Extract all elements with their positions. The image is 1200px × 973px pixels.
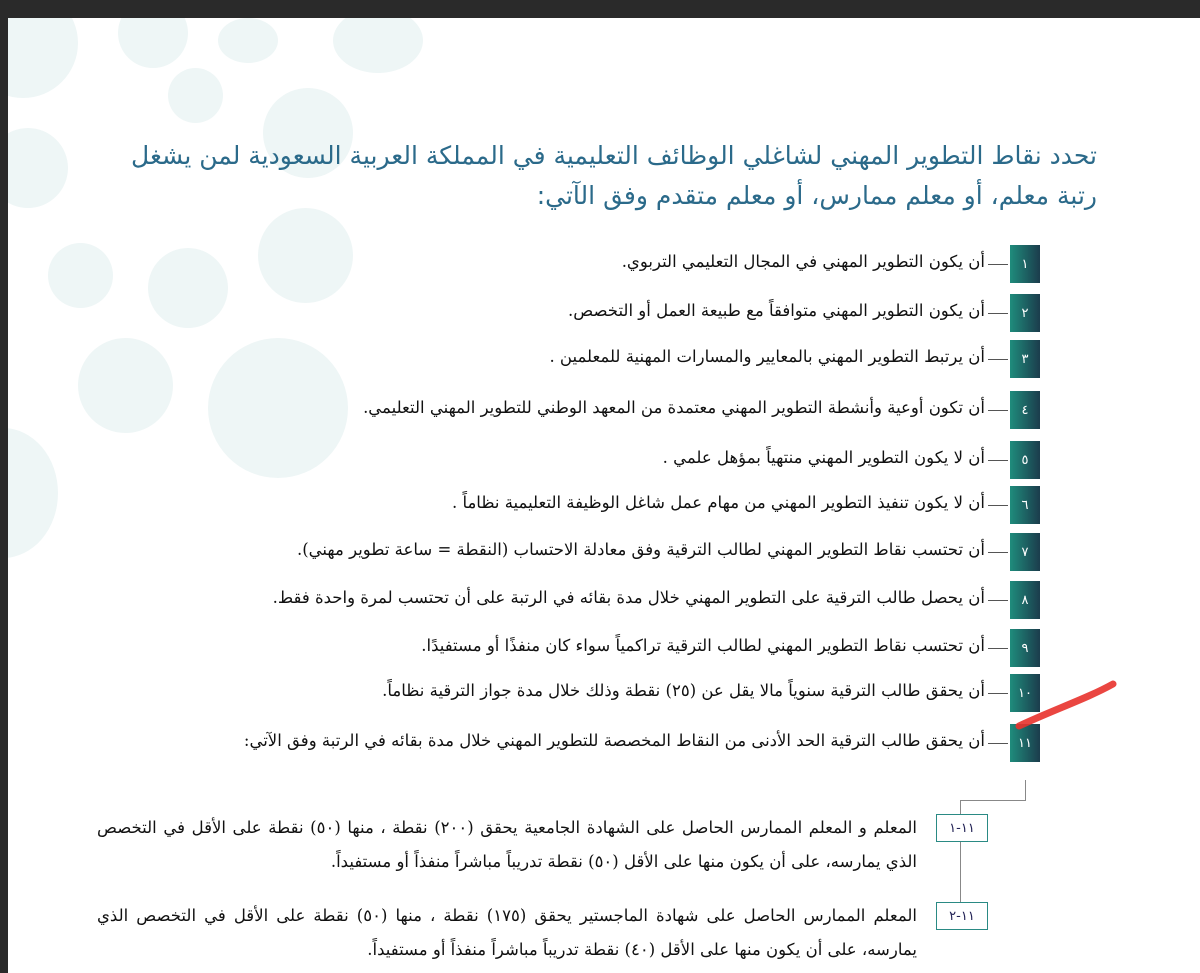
connector-line (988, 359, 1008, 360)
item-text: أن لا يكون تنفيذ التطوير المهني من مهام عمل شاغل الوظيفة التعليمية نظاماً . (451, 493, 985, 512)
item-number-badge: ١٠ (1010, 674, 1040, 712)
connector-line (988, 313, 1008, 314)
item-number-badge: ١ (1010, 245, 1040, 283)
connector-line (988, 552, 1008, 553)
item-number-badge: ٢ (1010, 294, 1040, 332)
list-item (8, 391, 1200, 431)
connector-line (988, 505, 1008, 506)
item-number-badge: ١١ (1010, 724, 1040, 762)
item-text: أن تحتسب نقاط التطوير المهني لطالب الترقية تراكمياً سواء كان منفذًا أو مستفيدًا. (421, 636, 985, 655)
item-text: أن يرتبط التطوير المهني بالمعايير والمسارات المهنية للمعلمين . (549, 347, 985, 366)
decorative-circle (8, 128, 68, 208)
connector-line (988, 600, 1008, 601)
sub-item-number-badge: ١١-١ (936, 814, 988, 842)
connector-line (988, 693, 1008, 694)
connector-line (960, 800, 1026, 801)
list-item (8, 629, 1200, 669)
item-number-badge: ٦ (1010, 486, 1040, 524)
page-heading: تحدد نقاط التطوير المهني لشاغلي الوظائف التعليمية في المملكة العربية السعودية لمن يشغل رتبة معلم، أو معلم ممارس، أو معلم متقدم وفق الآتي: (131, 141, 1097, 210)
list-item (8, 486, 1200, 526)
decorative-circle (333, 18, 423, 73)
list-item (8, 294, 1200, 334)
decorative-circle (8, 18, 78, 98)
item-number-badge: ٩ (1010, 629, 1040, 667)
connector-line (988, 264, 1008, 265)
item-text: أن تكون أوعية وأنشطة التطوير المهني معتمدة من المعهد الوطني للتطوير المهني التعليمي. (363, 398, 985, 417)
list-item (8, 441, 1200, 481)
item-text: أن يحقق طالب الترقية سنوياً مالا يقل عن (٢٥) نقطة وذلك خلال مدة جواز الترقية نظاماً. (382, 681, 985, 700)
item-number-badge: ٣ (1010, 340, 1040, 378)
document-page (8, 18, 1200, 973)
decorative-circle (118, 18, 188, 68)
list-item (8, 533, 1200, 573)
item-text: أن لا يكون التطوير المهني منتهياً بمؤهل علمي . (662, 448, 985, 467)
connector-line (988, 743, 1008, 744)
item-text: أن تحتسب نقاط التطوير المهني لطالب الترقية وفق معادلة الاحتساب (النقطة = ساعة تطوير مهني). (296, 540, 985, 559)
item-text: أن يحقق طالب الترقية الحد الأدنى من النقاط المخصصة للتطوير المهني خلال مدة بقائه في الرتبة وفق الآتي: (243, 731, 985, 750)
connector-line (988, 460, 1008, 461)
list-item (8, 581, 1200, 621)
red-highlight-mark (1013, 668, 1123, 733)
item-number-badge: ٥ (1010, 441, 1040, 479)
item-text: أن يكون التطوير المهني في المجال التعليمي التربوي. (621, 252, 985, 271)
connector-line (1025, 780, 1026, 800)
decorative-circle (218, 18, 278, 63)
list-item (8, 340, 1200, 380)
item-text: أن يحصل طالب الترقية على التطوير المهني خلال مدة بقائه في الرتبة على أن تحتسب لمرة واحدة فقط. (272, 588, 985, 607)
sub-item-text: المعلم الممارس الحاصل على شهادة الماجستير يحقق (١٧٥) نقطة ، منها (٥٠) نقطة على الأقل في التخصص الذي يمارسه، على أن يكون منها على الأقل (٤٠) نقطة تدريباً مباشراً منفذاً أو مستفيداً. (97, 906, 917, 959)
list-item (8, 245, 1200, 285)
item-number-badge: ٧ (1010, 533, 1040, 571)
connector-line (988, 410, 1008, 411)
item-number-badge: ٤ (1010, 391, 1040, 429)
item-number-badge: ٨ (1010, 581, 1040, 619)
connector-line (988, 648, 1008, 649)
item-text: أن يكون التطوير المهني متوافقاً مع طبيعة العمل أو التخصص. (568, 301, 985, 320)
sub-item-text: المعلم و المعلم الممارس الحاصل على الشهادة الجامعية يحقق (٢٠٠) نقطة ، منها (٥٠) نقطة على الأقل في التخصص الذي يمارسه، على أن يكون منها على الأقل (٥٠) نقطة تدريباً مباشراً منفذاً أو مستفيداً. (97, 818, 918, 871)
decorative-circle (168, 68, 223, 123)
sub-item-number-badge: ١١-٢ (936, 902, 988, 930)
